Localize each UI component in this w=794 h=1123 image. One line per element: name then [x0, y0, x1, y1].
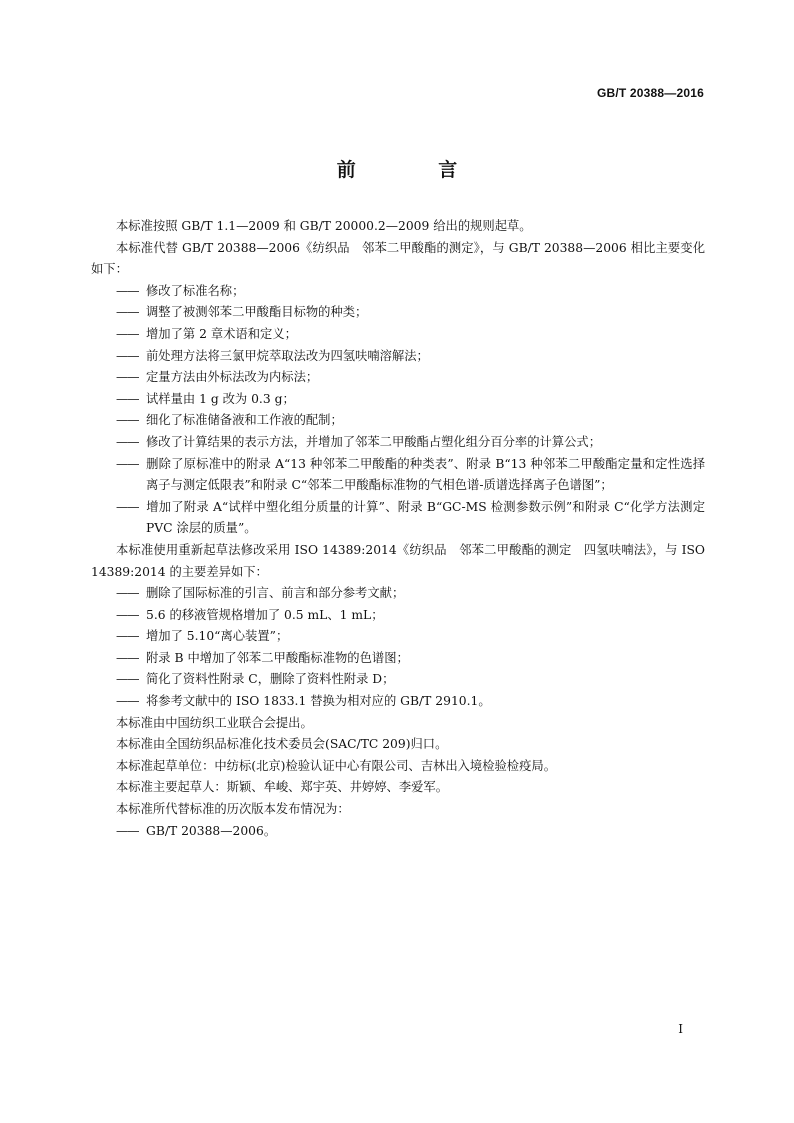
list-item: —— 试样量由 1 g 改为 0.3 g；: [116, 391, 295, 406]
list-item: —— 将参考文献中的 ISO 1833.1 替换为相对应的 GB/T 2910.1。: [116, 694, 491, 709]
list-item: —— 前处理方法将三氯甲烷萃取法改为四氢呋喃溶解法；: [116, 348, 429, 363]
paragraph: 本标准起草单位：中纺标(北京)检验认证中心有限公司、吉林出入境检验检疫局。: [116, 758, 556, 773]
paragraph: 本标准代替 GB/T 20388—2006《纺织品 邻苯二甲酸酯的测定》，与 GB/T 20388—2006 相比主要变化如下：: [91, 240, 705, 277]
list-item: —— GB/T 20388—2006。: [116, 823, 277, 838]
list-item: —— 增加了 5.10“离心装置”；: [116, 629, 289, 644]
list-item: —— 定量方法由外标法改为内标法；: [116, 370, 319, 385]
list-item: —— 修改了计算结果的表示方法，并增加了邻苯二甲酸酯占塑化组分百分率的计算公式；: [116, 434, 601, 449]
paragraph: 本标准所代替标准的历次版本发布情况为：: [116, 802, 350, 817]
list-item: —— 增加了附录 A“试样中塑化组分质量的计算”、附录 B“GC-MS 检测参数示例”和附录 C“化学方法测定 PVC 涂层的质量”。: [116, 499, 705, 536]
paragraph: 本标准由中国纺织工业联合会提出。: [116, 715, 313, 730]
list-item: —— 简化了资料性附录 C，删除了资料性附录 D；: [116, 672, 395, 687]
paragraph: 本标准使用重新起草法修改采用 ISO 14389:2014《纺织品 邻苯二甲酸酯的测定 四氢呋喃法》，与 ISO 14389:2014 的主要差异如下：: [91, 542, 705, 579]
list-item: —— 增加了第 2 章术语和定义；: [116, 326, 297, 341]
paragraph: 本标准按照 GB/T 1.1—2009 和 GB/T 20000.2—2009 给出的规则起草。: [116, 219, 532, 233]
list-item: —— 删除了原标准中的附录 A“13 种邻苯二甲酸酯的种类表”、附录 B“13 种邻苯二甲酸酯定量和定性选择离子与测定低限表”和附录 C“邻苯二甲酸酯标准物的气相色谱-质谱选择离子色谱图”；: [116, 456, 705, 493]
list-item: —— 5.6 的移液管规格增加了 0.5 mL、1 mL；: [116, 607, 384, 622]
page-title: 前 言: [336, 159, 496, 181]
paragraph: 本标准主要起草人：斯颖、牟峻、郑宇英、井婷婷、李爱军。: [116, 780, 449, 795]
paragraph: 本标准由全国纺织品标准化技术委员会(SAC/TC 209)归口。: [116, 737, 448, 752]
list-item: —— 调整了被测邻苯二甲酸酯目标物的种类；: [116, 305, 368, 320]
document-body: [91, 216, 705, 842]
list-item: —— 修改了标准名称；: [116, 283, 245, 298]
list-item: —— 删除了国际标准的引言、前言和部分参考文献；: [116, 586, 405, 601]
list-item: —— 细化了标准储备液和工作液的配制；: [116, 413, 343, 428]
standard-code: GB/T 20388—2016: [596, 86, 704, 100]
page-number: I: [678, 1022, 683, 1036]
list-item: —— 附录 B 中增加了邻苯二甲酸酯标准物的色谱图；: [116, 650, 409, 665]
